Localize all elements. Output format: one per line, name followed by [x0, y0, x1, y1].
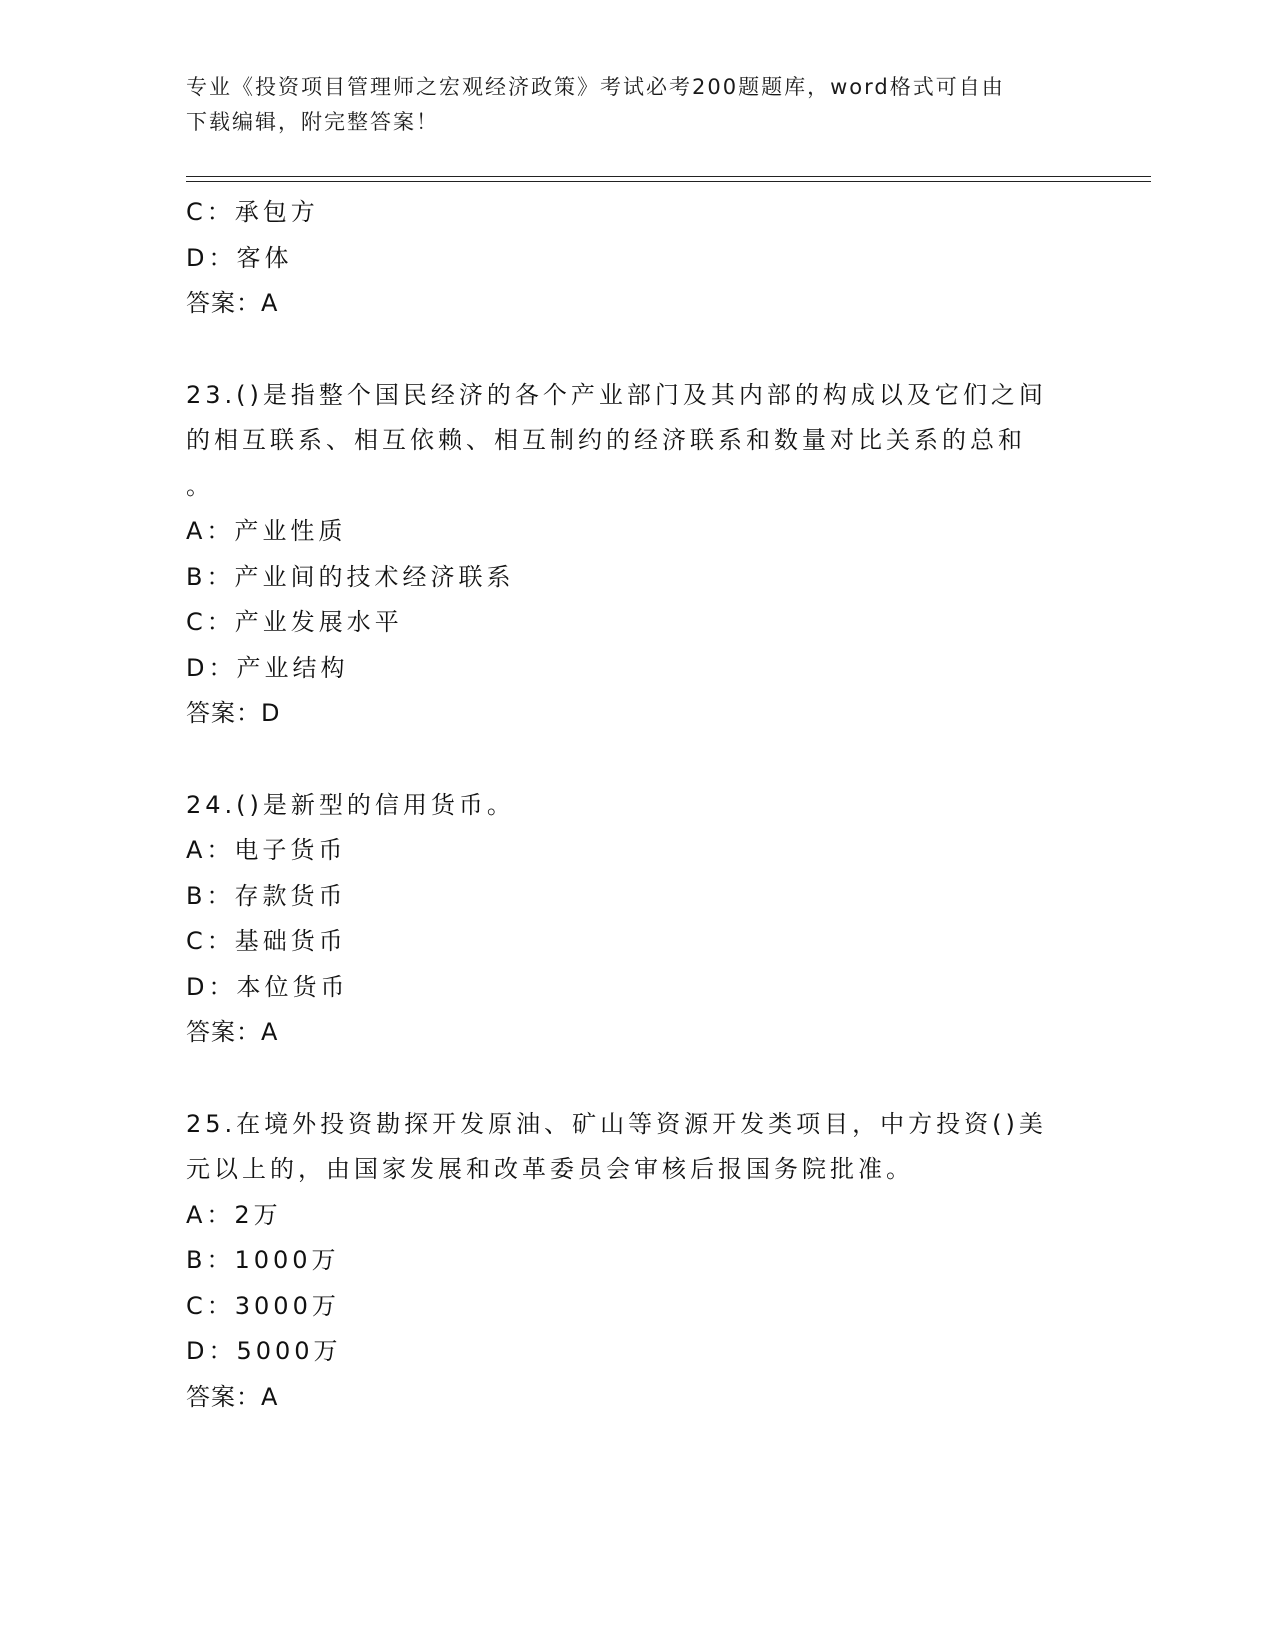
option-a: A：2万 — [186, 1200, 282, 1229]
question-23 — [186, 373, 1086, 737]
option-c: C：产业发展水平 — [186, 608, 403, 636]
option-d: D：本位货币 — [186, 972, 349, 1001]
question-stem — [186, 1102, 1086, 1193]
stem-line: 的相互联系、相互依赖、相互制约的经济联系和数量对比关系的总和 — [186, 426, 1026, 454]
header-line-1: 专业《投资项目管理师之宏观经济政策》考试必考200题题库，word格式可自由 — [186, 75, 1005, 99]
stem-line: 23.()是指整个国民经济的各个产业部门及其内部的构成以及它们之间 — [186, 380, 1047, 409]
answer-line: 答案：A — [186, 1018, 279, 1046]
document-header — [186, 70, 1086, 140]
header-line-2: 下载编辑，附完整答案！ — [186, 110, 439, 134]
option-c: C：基础货币 — [186, 927, 347, 955]
stem-line: 24.()是新型的信用货币。 — [186, 790, 515, 819]
option-a: A：产业性质 — [186, 517, 347, 545]
question-list — [186, 190, 1086, 1420]
question-stem — [186, 373, 1086, 510]
stem-line: 25.在境外投资勘探开发原油、矿山等资源开发类项目，中方投资()美 — [186, 1109, 1047, 1138]
question-stem — [186, 783, 1086, 829]
option-b: B：存款货币 — [186, 881, 347, 910]
option-b: B：产业间的技术经济联系 — [186, 562, 515, 591]
option-a: A：电子货币 — [186, 836, 347, 864]
answer-line: 答案：D — [186, 699, 281, 727]
question-24 — [186, 783, 1086, 1056]
header-divider-bottom — [186, 181, 1151, 182]
option-d: D：客体 — [186, 243, 293, 272]
question-25 — [186, 1102, 1086, 1421]
answer-line: 答案：A — [186, 289, 279, 317]
question-22-partial — [186, 190, 1086, 327]
option-c: C：3000万 — [186, 1291, 340, 1320]
stem-line: 元以上的，由国家发展和改革委员会审核后报国务院批准。 — [186, 1155, 914, 1183]
stem-line: 。 — [186, 471, 214, 500]
option-c: C：承包方 — [186, 198, 319, 226]
answer-line: 答案：A — [186, 1382, 279, 1411]
option-d: D：5000万 — [186, 1337, 342, 1365]
option-b: B：1000万 — [186, 1246, 340, 1274]
header-divider-top — [186, 176, 1151, 177]
option-d: D：产业结构 — [186, 653, 349, 682]
